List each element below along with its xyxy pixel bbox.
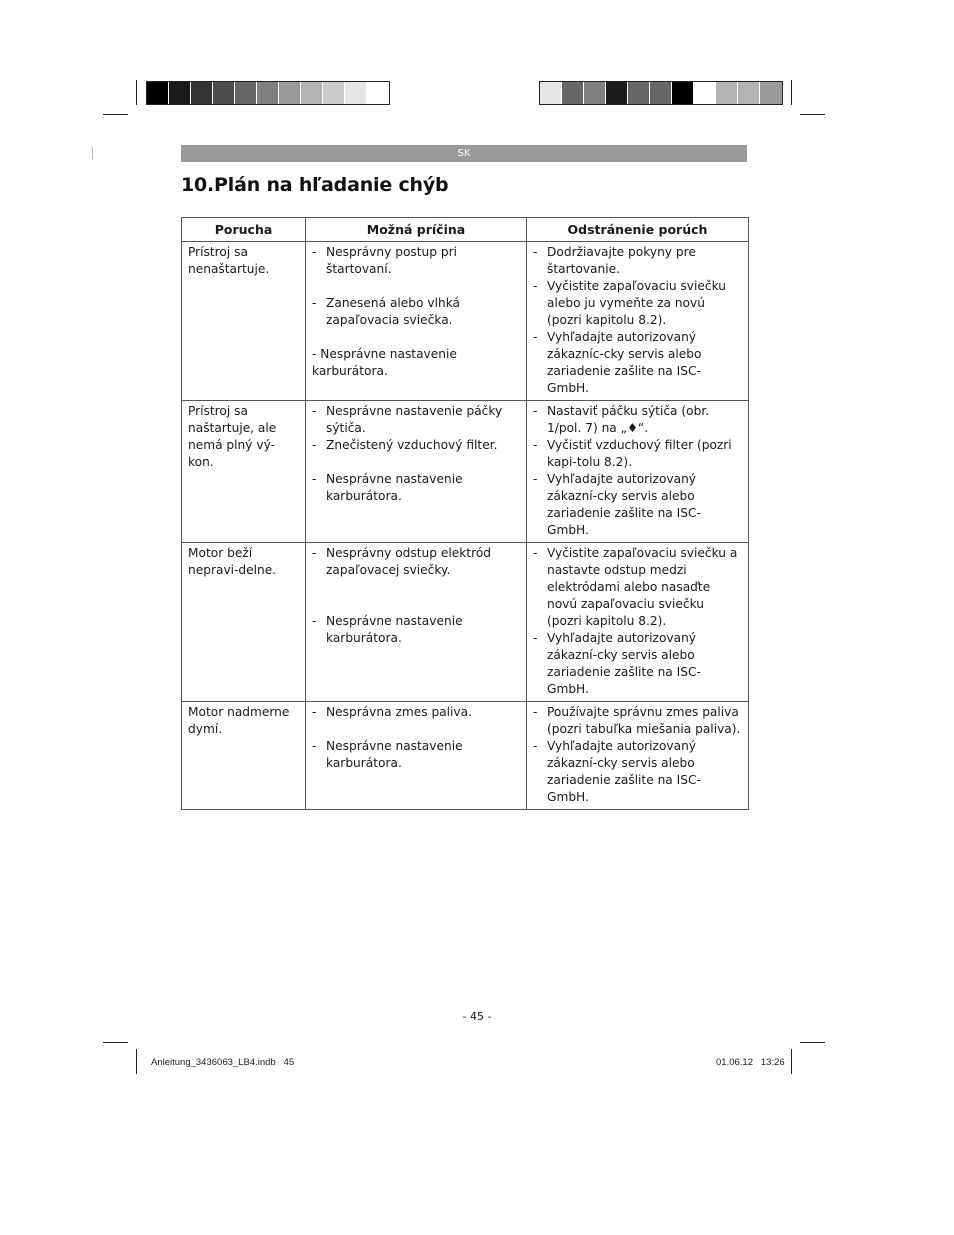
cause-item: - Nesprávne nastavenie karburátora. [312,347,457,378]
color-swatch [672,82,694,104]
remedy-item: - Vyhľadajte autorizovaný zákazní-cky servis alebo zariadenie zašlite na ISC-GmbH. [533,738,742,806]
cause-item: - Nesprávne nastavenie karburátora. [312,471,520,505]
crop-mark [103,1042,128,1043]
color-swatch [606,82,628,104]
cause-item: - Nesprávne nastavenie karburátora. [312,738,520,772]
color-swatch [584,82,606,104]
language-bar [181,145,747,162]
remedy-cell [527,543,749,702]
troubleshooting-table [181,217,749,810]
cause-cell [306,401,527,543]
table-row [182,543,749,702]
cause-item: - Znečistený vzduchový filter. [312,437,520,454]
footer-file-name: Anleitung_3436063_LB4.indb 45 [151,1057,295,1068]
table-row [182,401,749,543]
color-swatch [562,82,584,104]
column-header-remedy: Odstránenie porúch [527,218,749,242]
remedy-item: - Vyhľadajte autorizovaný zákazní-cky servis alebo zariadenie zašlite na ISC-GmbH. [533,471,742,539]
remedy-item: - Používajte správnu zmes paliva (pozri tabuľka miešania paliva). [533,704,742,738]
cause-item: - Zanesená alebo vlhká zapaľovacia sviečka. [312,295,520,329]
color-swatch [760,82,782,104]
cause-item: - Nesprávny odstup elektród zapaľovacej sviečky. [312,545,520,579]
crop-mark [136,80,137,105]
color-calibration-bar-right [539,81,783,105]
fault-cell: Motor beží nepravi-delne. [182,543,306,702]
color-swatch [279,82,301,104]
cause-item: - Nesprávny postup pri štartovaní. [312,244,520,278]
column-header-cause: Možná príčina [306,218,527,242]
cause-cell [306,242,527,401]
crop-mark [92,147,93,159]
table-row [182,702,749,810]
remedy-cell [527,401,749,543]
table-row [182,242,749,401]
remedy-cell [527,702,749,810]
crop-mark [103,114,128,115]
color-swatch [257,82,279,104]
page-title: 10.Plán na hľadanie chýb [181,174,449,196]
remedy-item: - Nastaviť páčku sýtiča (obr. 1/pol. 7) na „♦“. [533,403,742,437]
color-swatch [716,82,738,104]
remedy-item: - Vyčistite zapaľovaciu sviečku a nastavte odstup medzi elektródami alebo nasaďte novú zapaľovaciu sviečku (pozri kapitolu 8.2). [533,545,742,630]
remedy-item: - Vyčistiť vzduchový filter (pozri kapi-tolu 8.2). [533,437,742,471]
page-number: - 45 - [462,1010,492,1023]
remedy-item: - Vyčistite zapaľovaciu sviečku alebo ju vymeňte za novú (pozri kapitolu 8.2). [533,278,742,329]
crop-mark [791,80,792,105]
footer-timestamp: 01.06.12 13:26 [716,1057,785,1068]
color-swatch [213,82,235,104]
crop-mark [136,1049,137,1074]
color-swatch [694,82,716,104]
table-header-row [182,218,749,242]
cause-cell [306,702,527,810]
cause-item: - Nesprávne nastavenie karburátora. [312,613,520,647]
column-header-fault: Porucha [182,218,306,242]
remedy-cell [527,242,749,401]
fault-cell: Prístroj sa nenaštartuje. [182,242,306,401]
crop-mark [800,114,825,115]
color-swatch [345,82,367,104]
crop-mark [791,1049,792,1074]
remedy-item: - Vyhľadajte autorizovaný zákazní-cky servis alebo zariadenie zašlite na ISC-GmbH. [533,630,742,698]
color-calibration-bar-left [146,81,390,105]
color-swatch [628,82,650,104]
color-swatch [323,82,345,104]
color-swatch [301,82,323,104]
language-code: SK [457,148,471,159]
fault-cell: Prístroj sa naštartuje, ale nemá plný vý-kon. [182,401,306,543]
color-swatch [540,82,562,104]
color-swatch [650,82,672,104]
color-swatch [147,82,169,104]
remedy-item: - Vyhľadajte autorizovaný zákazníc-cky servis alebo zariadenie zašlite na ISC-GmbH. [533,329,742,397]
remedy-item: - Dodržiavajte pokyny pre štartovanie. [533,244,742,278]
cause-item: - Nesprávne nastavenie páčky sýtiča. [312,403,520,437]
cause-cell [306,543,527,702]
fault-cell: Motor nadmerne dymí. [182,702,306,810]
color-swatch [367,82,389,104]
color-swatch [169,82,191,104]
cause-item: - Nesprávna zmes paliva. [312,704,520,721]
color-swatch [738,82,760,104]
crop-mark [800,1042,825,1043]
color-swatch [235,82,257,104]
color-swatch [191,82,213,104]
